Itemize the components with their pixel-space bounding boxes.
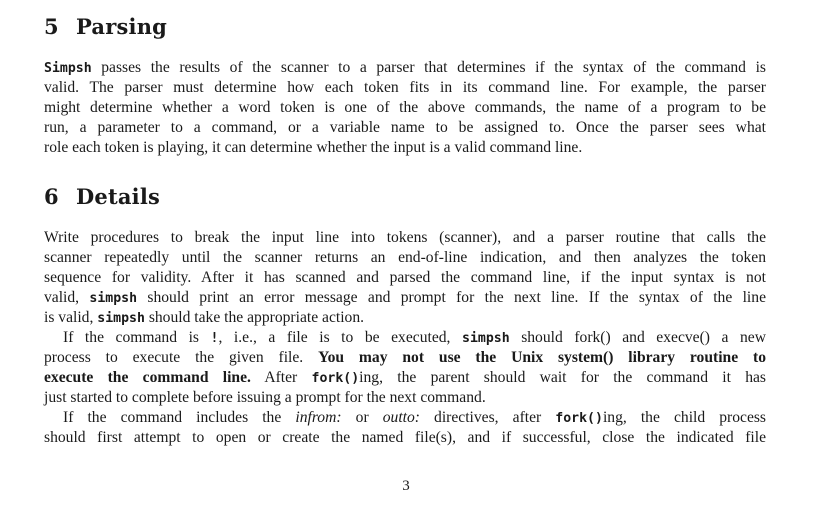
text-line: If the command is !, i.e., a file is to be executed, simpsh should fork() and execve() a new [63,329,766,346]
text-line: If the command includes the infrom: or outto: directives, after fork()ing, the child process [63,409,766,426]
code-simpsh: simpsh [89,291,138,306]
code-simpsh: simpsh [97,311,145,326]
code-fork: fork() [555,411,603,426]
text-line: scanner repeatedly until the scanner returns an end-of-line indication, and then analyzes the token [44,249,766,266]
directive-outto: outto: [382,409,420,426]
text-line: Simpsh passes the results of the scanner to a parser that determines if the syntax of the command is [44,59,766,76]
code-fork: fork() [311,371,360,386]
text-line: valid, simpsh should print an error message and prompt for the next line. If the syntax of the line [44,289,766,306]
section-number: 6 [44,184,59,209]
text-line: sequence for validity. After it has scanned and parsed the command line, if the input syntax is not [44,269,766,286]
emphasis-bold: You may not use the Unix system() library routine to [318,349,766,366]
text-line: execute the command line. After fork()ing, the parent should wait for the command it has [44,369,766,386]
text-line: just started to complete before issuing a prompt for the next command. [44,389,486,406]
section-number: 5 [44,14,59,39]
code-simpsh: Simpsh [44,61,92,76]
text-line: role each token is playing, it can determine whether the input is a valid command line. [44,139,583,156]
text-line: run, a parameter to a command, or a variable name to be assigned to. Once the parser sees what [44,119,766,136]
section-heading-details [44,184,160,209]
section-title: Parsing [76,14,168,39]
text-line: process to execute the given file. You may not use the Unix system() library routine to [44,349,766,366]
text-line: should first attempt to open or create the named file(s), and if successful, close the indicated file [44,429,766,446]
text-line: might determine whether a word token is one of the above commands, the name of a program to be [44,99,766,116]
text-line: is valid, simpsh should take the appropriate action. [44,309,365,326]
text-line: valid. The parser must determine how each token fits in its command line. For example, the parser [44,79,766,96]
code-bang: ! [210,331,219,346]
code-simpsh: simpsh [462,331,510,346]
page-number: 3 [402,478,410,494]
text-line: Write procedures to break the input line into tokens (scanner), and a parser routine that calls the [44,229,766,246]
emphasis-bold: execute the command line. [44,369,251,386]
directive-infrom: infrom: [295,409,342,426]
section-heading-parsing [44,14,167,39]
section-title: Details [76,184,161,209]
